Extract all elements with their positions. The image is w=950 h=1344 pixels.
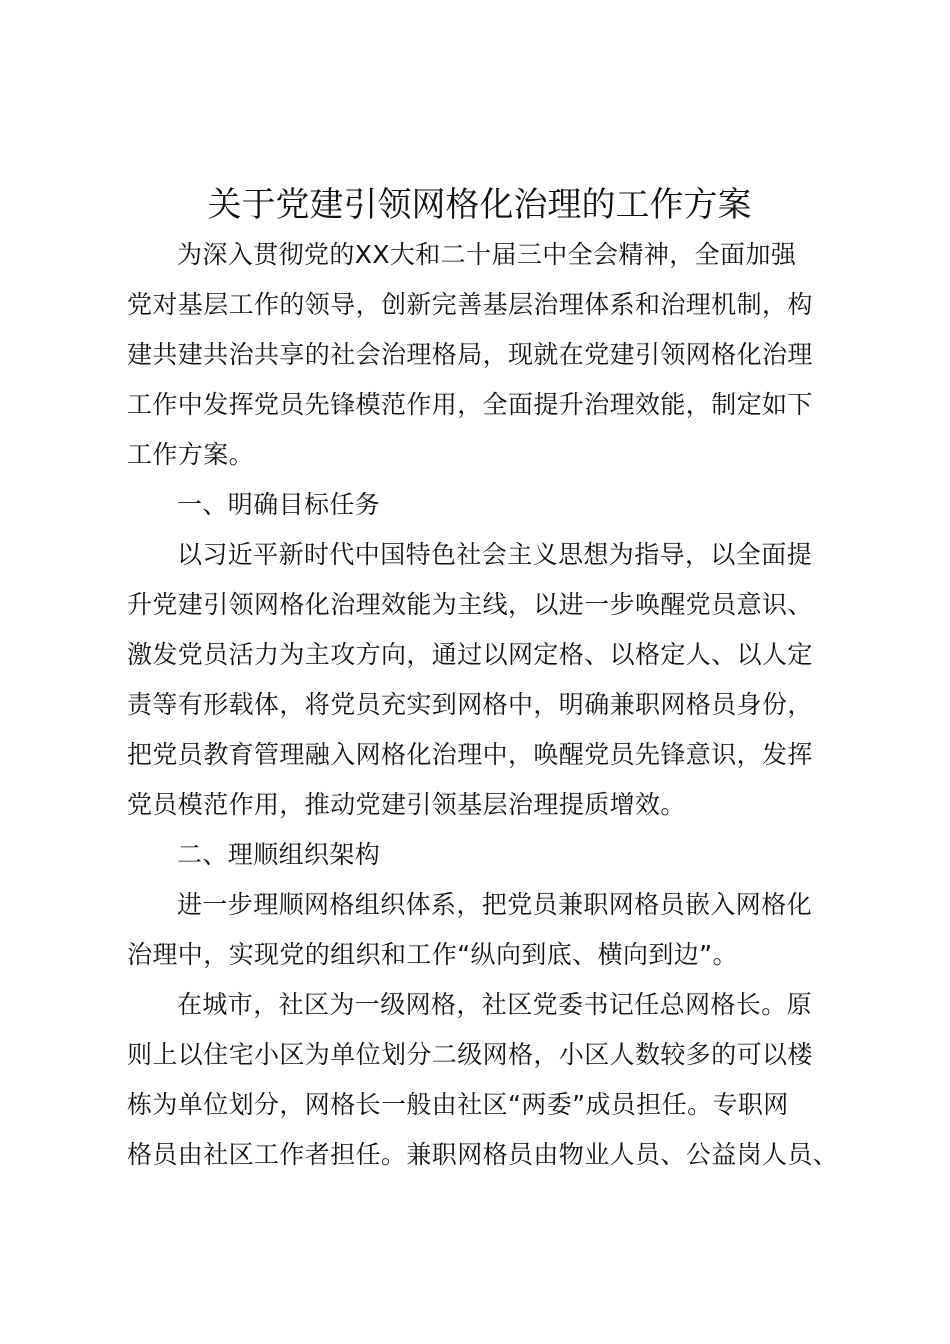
paragraph-line: 升党建引领网格化治理效能为主线，以进一步唤醒党员意识、 — [127, 590, 813, 619]
section-heading-2: 二、理顺组织架构 — [177, 840, 381, 869]
section-heading-1: 一、明确目标任务 — [177, 490, 381, 519]
document-title: 关于党建引领网格化治理的工作方案 — [207, 185, 752, 225]
paragraph-line: 把党员教育管理融入网格化治理中，唤醒党员先锋意识，发挥 — [127, 740, 813, 769]
paragraph-line: 栋为单位划分，网格长一般由社区“两委”成员担任。专职网 — [127, 1090, 789, 1119]
paragraph-line: 以习近平新时代中国特色社会主义思想为指导，以全面提 — [177, 540, 813, 569]
paragraph-line: 格员由社区工作者担任。兼职网格员由物业人员、公益岗人员、 — [127, 1140, 839, 1169]
paragraph-line: 工作中发挥党员先锋模范作用，全面提升治理效能，制定如下 — [127, 390, 813, 419]
paragraph-line: 为深入贯彻党的XX大和二十届三中全会精神，全面加强 — [177, 240, 797, 269]
paragraph-line: 建共建共治共享的社会治理格局，现就在党建引领网格化治理 — [127, 340, 813, 369]
paragraph-line: 在城市，社区为一级网格，社区党委书记任总网格长。原 — [177, 990, 813, 1019]
paragraph-line: 激发党员活力为主攻方向，通过以网定格、以格定人、以人定 — [127, 640, 813, 669]
paragraph-line: 责等有形载体，将党员充实到网格中，明确兼职网格员身份， — [127, 690, 813, 719]
paragraph-line: 党员模范作用，推动党建引领基层治理提质增效。 — [127, 790, 686, 819]
paragraph-line: 治理中，实现党的组织和工作“纵向到底、横向到边”。 — [127, 940, 738, 969]
paragraph-line: 工作方案。 — [127, 440, 255, 469]
paragraph-line: 党对基层工作的领导，创新完善基层治理体系和治理机制，构 — [127, 290, 813, 319]
paragraph-line: 进一步理顺网格组织体系，把党员兼职网格员嵌入网格化 — [177, 890, 813, 919]
paragraph-line: 则上以住宅小区为单位划分二级网格，小区人数较多的可以楼 — [127, 1040, 813, 1069]
